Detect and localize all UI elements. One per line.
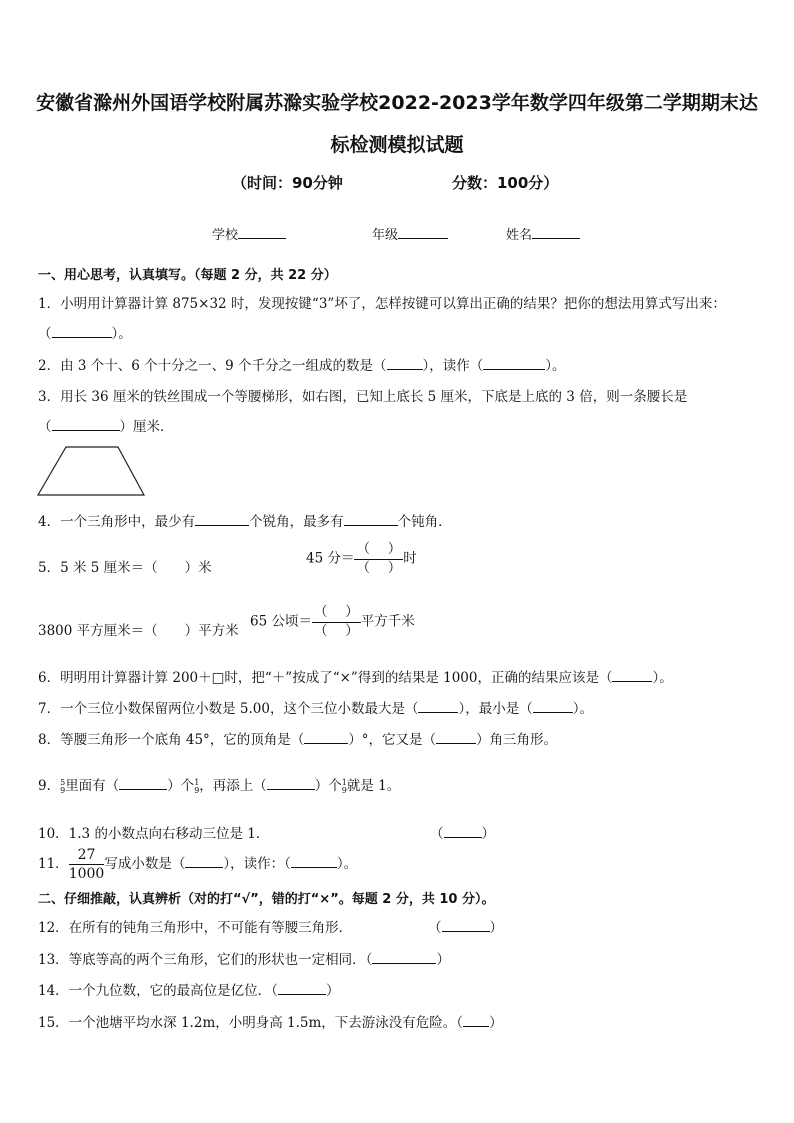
question-11-number: 11．: [38, 856, 69, 872]
answer-blank[interactable]: [387, 357, 423, 370]
answer-blank[interactable]: [52, 325, 112, 338]
answer-blank[interactable]: [483, 357, 545, 370]
question-11-text-1: 写成小数是（: [104, 856, 186, 872]
paren-close: ）。: [111, 326, 132, 342]
question-8-text-2: ）°，它又是（: [348, 732, 437, 748]
question-8-text-3: ）角三角形。: [476, 732, 558, 748]
question-6-text: 6．明明用计算器计算 200＋□时，把“＋”按成了“×”得到的结果是 1000，正确的结果应该是（: [38, 670, 613, 686]
frac-den: 9: [60, 785, 66, 795]
question-5a: 5．5 米 5 厘米＝（ ）米: [38, 560, 212, 576]
fraction-numerator[interactable]: （ ）: [354, 543, 403, 560]
question-7-text-1: 7．一个三位小数保留两位小数是 5.00，这个三位小数最大是（: [38, 701, 419, 717]
paren-open: （: [430, 826, 444, 842]
question-13-text: 13．等底等高的两个三角形，它们的形状也一定相同．（: [38, 952, 373, 968]
question-8-text-1: 8．等腰三角形一个底角 45°，它的顶角是（: [38, 732, 305, 748]
answer-blank[interactable]: [372, 951, 436, 964]
question-2-text-2: ），读作（: [422, 358, 484, 374]
question-2-text-3: ）。: [545, 358, 566, 374]
answer-blank[interactable]: [52, 418, 120, 431]
question-12-answer: [428, 916, 503, 936]
frac-num: 27: [69, 848, 105, 865]
paren-open: （: [38, 419, 52, 435]
question-5b-unit: 时: [403, 550, 417, 567]
question-9-text-1: 里面有（: [65, 778, 120, 794]
answer-blank[interactable]: [444, 825, 482, 838]
answer-blank[interactable]: [291, 855, 337, 868]
answer-blank[interactable]: [278, 982, 326, 995]
question-4-text-3: 个钝角．: [397, 514, 452, 530]
school-blank[interactable]: [238, 226, 286, 239]
trapezoid-figure: [36, 445, 148, 499]
question-4: [38, 510, 452, 530]
question-11: [38, 848, 357, 881]
fraction-blank[interactable]: [312, 606, 361, 638]
name-label: 姓名: [506, 228, 533, 243]
question-4-text-1: 4．一个三角形中，最少有: [38, 514, 196, 530]
title-line-1: 安徽省滁州外国语学校附属苏滁实验学校2022-2023学年数学四年级第二学期期末达: [36, 92, 758, 114]
paren-close: ）: [481, 826, 495, 842]
question-5d-unit: 平方千米: [360, 613, 415, 630]
frac-den: 9: [194, 785, 200, 795]
answer-blank[interactable]: [442, 919, 490, 932]
answer-blank[interactable]: [195, 513, 249, 526]
grade-blank[interactable]: [398, 226, 448, 239]
question-14-text: 14．一个九位数，它的最高位是亿位．（: [38, 983, 278, 999]
grade-label: 年级: [372, 228, 399, 243]
exam-time: （时间：90分钟: [232, 174, 343, 192]
question-8: [38, 728, 557, 748]
question-7: [38, 697, 593, 717]
answer-blank[interactable]: [463, 1014, 489, 1027]
question-5b: [306, 543, 417, 575]
question-3-answer: [38, 415, 174, 435]
frac-num: 1: [341, 777, 347, 787]
question-6: [38, 666, 673, 686]
question-7-text-2: ），最小是（: [458, 701, 533, 717]
answer-blank[interactable]: [185, 855, 223, 868]
question-11-text-2: ），读作：（: [223, 856, 291, 872]
fraction-blank[interactable]: [354, 543, 403, 575]
answer-blank[interactable]: [533, 700, 573, 713]
fraction-denominator[interactable]: （ ）: [356, 559, 402, 576]
title-line-2: 标检测模拟试题: [330, 134, 464, 156]
frac-den: 9: [341, 785, 347, 795]
question-14: [38, 979, 339, 999]
frac-den: 1000: [68, 866, 105, 882]
fraction-numerator[interactable]: （ ）: [312, 606, 361, 623]
fraction-denominator[interactable]: （ ）: [313, 622, 359, 639]
question-5d: [250, 606, 415, 638]
question-7-text-3: ）。: [572, 701, 593, 717]
question-9-text-3: ，再添上（: [199, 778, 267, 794]
question-9-number: 9．: [38, 778, 61, 794]
answer-blank[interactable]: [612, 669, 652, 682]
question-12: 12．在所有的钝角三角形中，不可能有等腰三角形．: [38, 920, 353, 936]
answer-blank[interactable]: [436, 731, 476, 744]
school-label: 学校: [212, 228, 239, 243]
question-10-answer: [430, 822, 495, 842]
fraction-27-1000: [69, 848, 105, 881]
answer-blank[interactable]: [119, 777, 167, 790]
question-3-unit: ）厘米．: [119, 419, 174, 435]
frac-num: 5: [60, 777, 66, 787]
answer-blank[interactable]: [344, 513, 398, 526]
paren-open: （: [428, 920, 442, 936]
exam-score: 分数：100分）: [452, 174, 559, 192]
question-5b-text: 45 分＝: [306, 550, 355, 567]
question-1: 1．小明用计算器计算 875×32 时，发现按键“3”坏了，怎样按键可以算出正确的结果？把你的想法用算式写出来：: [38, 296, 726, 312]
answer-blank[interactable]: [304, 731, 348, 744]
paren-open: （: [38, 326, 52, 342]
question-11-text-3: ）。: [336, 856, 358, 872]
section-1-title: 一、用心思考，认真填写。（每题 2 分，共 22 分）: [38, 268, 337, 283]
paren-close: ）: [325, 983, 340, 999]
frac-num: 1: [194, 777, 200, 787]
paren-close: ）: [436, 952, 450, 968]
paren-close: ）。: [652, 670, 673, 686]
question-3: 3．用长 36 厘米的铁丝围成一个等腰梯形，如右图，已知上底长 5 厘米，下底是上底的 3 倍，则一条腰长是: [38, 389, 688, 405]
question-10: 10．1.3 的小数点向右移动三位是 1．: [38, 826, 270, 842]
paren-close: ）: [489, 1015, 503, 1031]
section-2-title: 二、仔细推敲，认真辨析（对的打“√”，错的打“×”。每题 2 分，共 10 分）。: [38, 892, 495, 907]
question-9-text-2: ）个: [167, 778, 195, 794]
school-field[interactable]: [212, 224, 286, 243]
question-2-text-1: 2．由 3 个十、6 个十分之一、9 个千分之一组成的数是（: [38, 358, 387, 374]
grade-field[interactable]: [372, 224, 448, 243]
paren-close: ）: [489, 920, 503, 936]
name-blank[interactable]: [532, 226, 580, 239]
question-9-text-4: ）个: [314, 778, 342, 794]
question-13: [38, 948, 450, 968]
question-5c: 3800 平方厘米＝（ ）平方米: [38, 623, 239, 639]
question-15: [38, 1011, 503, 1031]
question-5d-text: 65 公顷＝: [250, 613, 312, 630]
name-field[interactable]: [506, 224, 580, 243]
question-2: [38, 354, 566, 374]
question-9-text-5: 就是 1。: [346, 778, 401, 794]
answer-blank[interactable]: [418, 700, 458, 713]
answer-blank[interactable]: [267, 777, 315, 790]
question-9: [38, 774, 400, 795]
question-15-text: 15．一个池塘平均水深 1.2m，小明身高 1.5m，下去游泳没有危险。（: [38, 1015, 464, 1031]
question-4-text-2: 个锐角，最多有: [249, 514, 344, 530]
question-1-answer: [38, 322, 132, 342]
